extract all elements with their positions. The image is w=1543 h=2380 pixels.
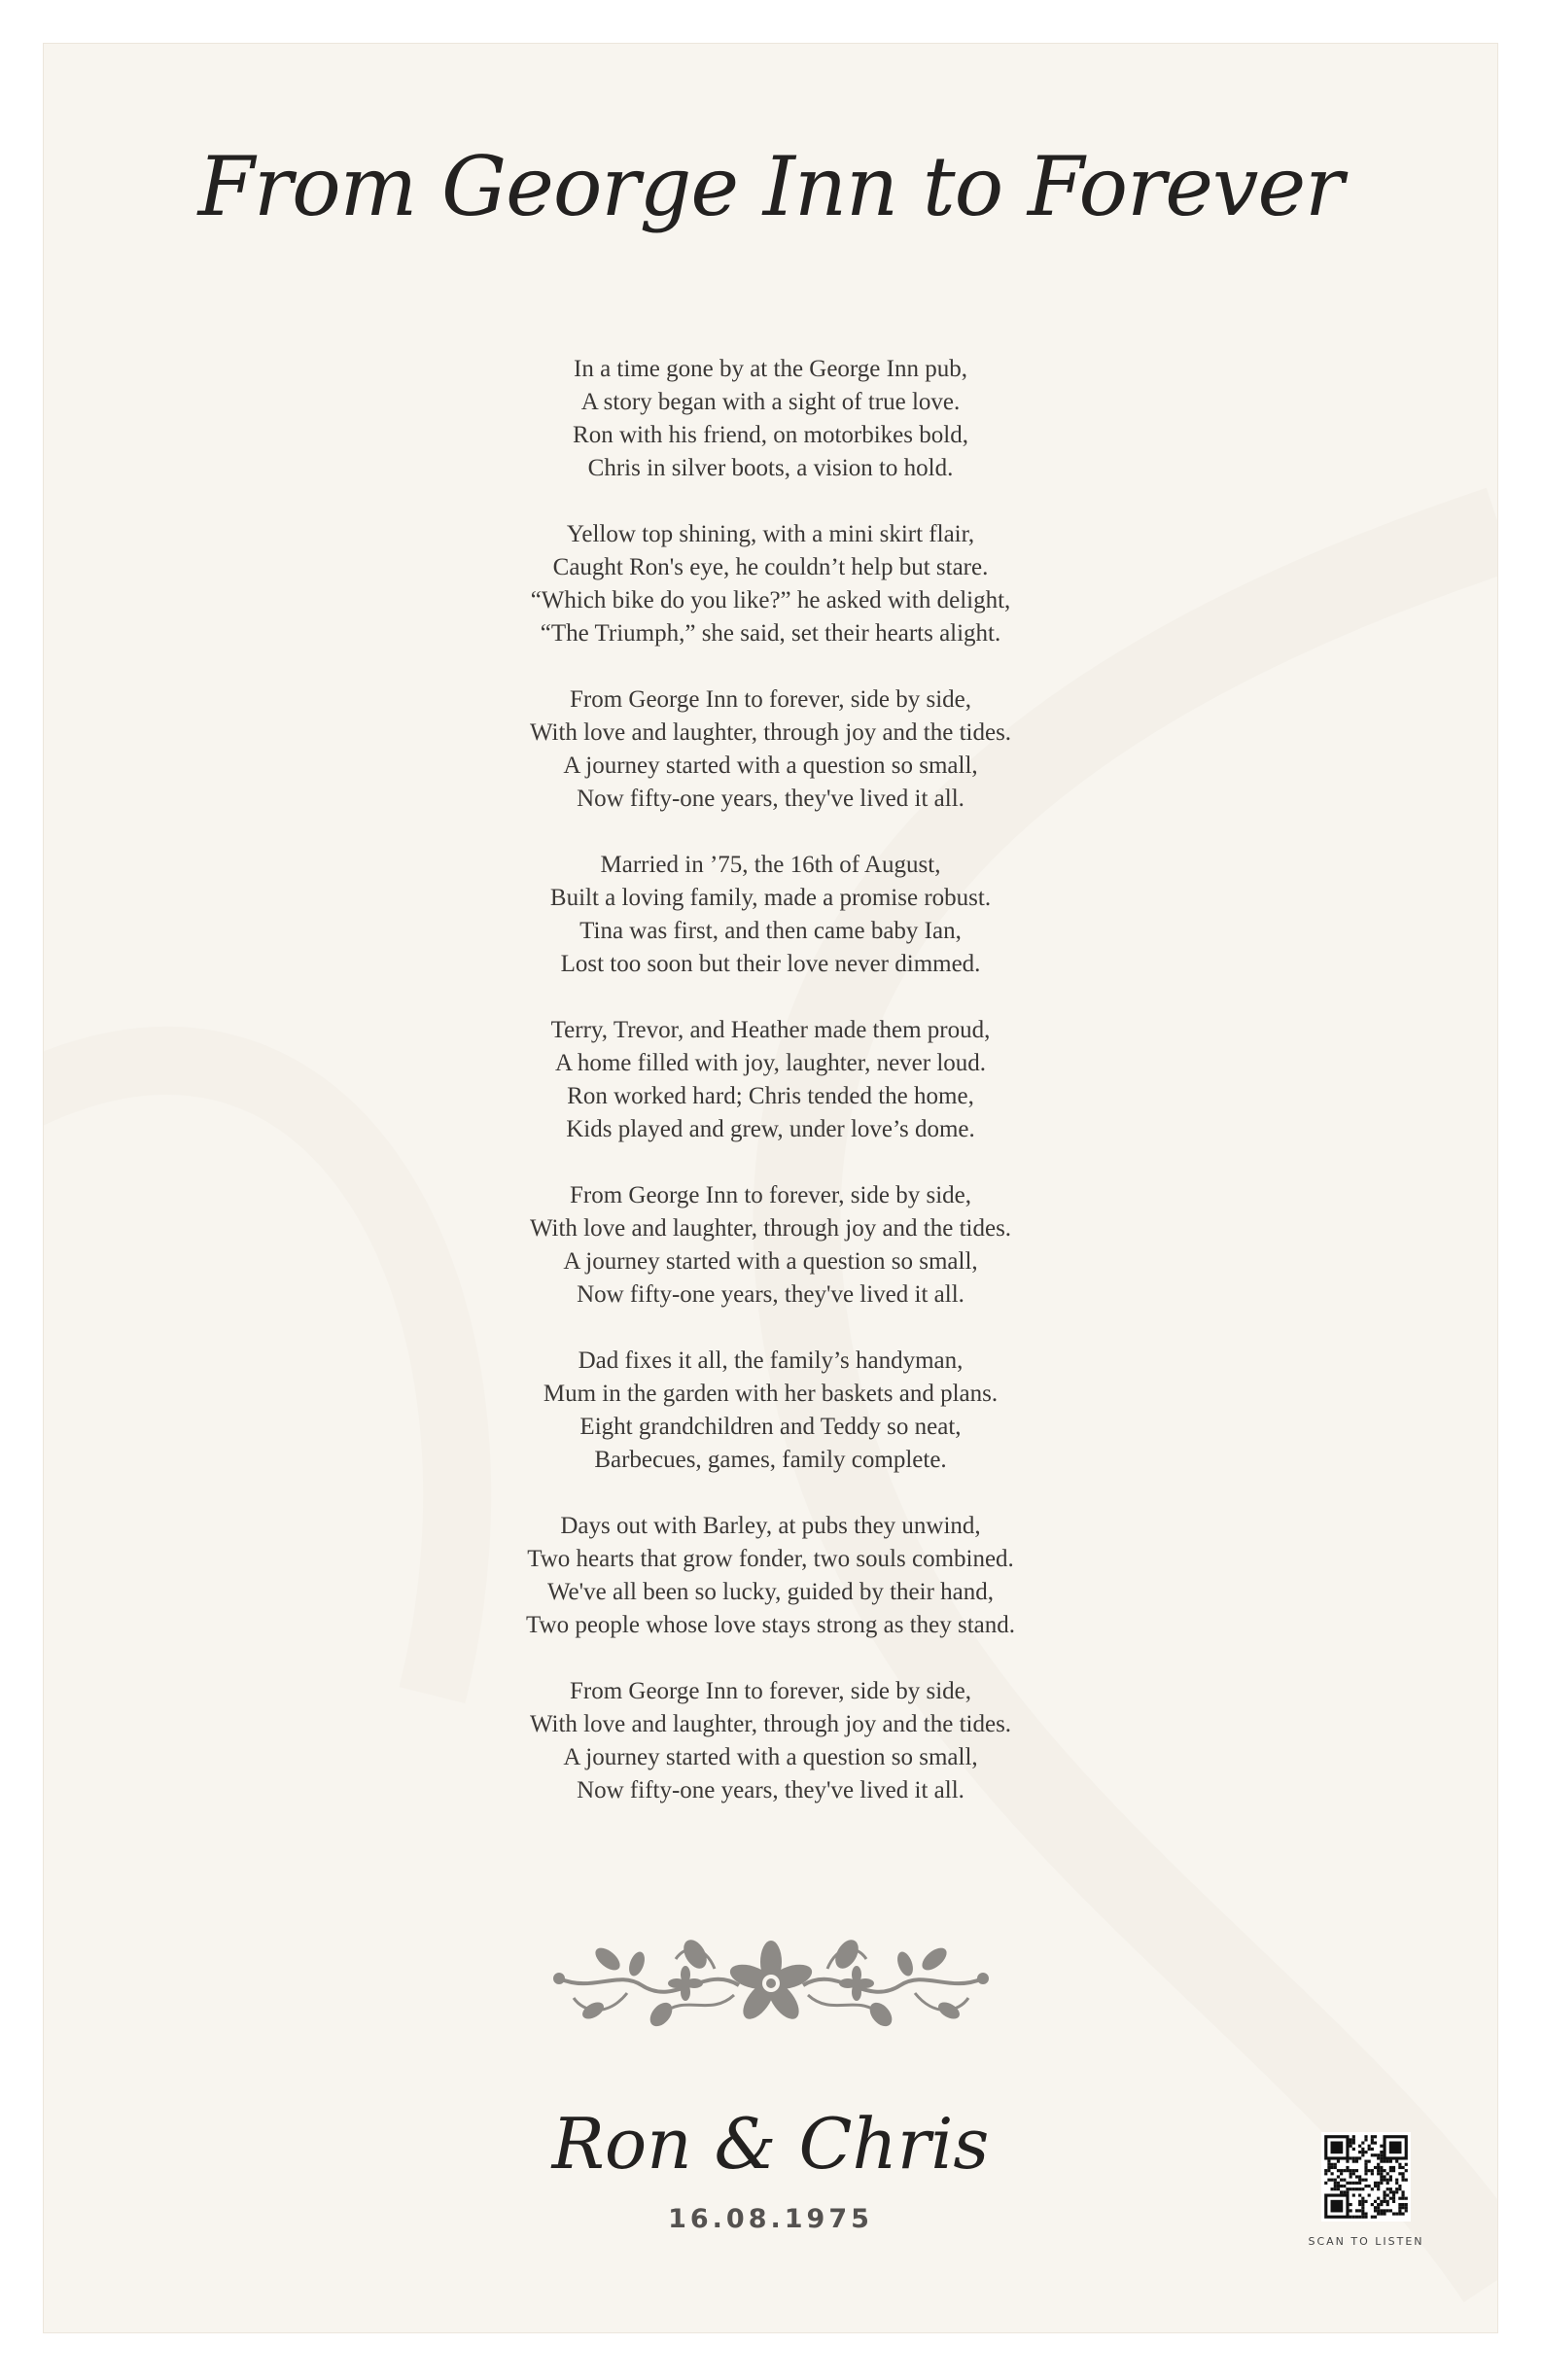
poem-print bbox=[43, 43, 1498, 2333]
poem-stanza bbox=[44, 683, 1497, 816]
poem-line: Caught Ron's eye, he couldn’t help but stare. bbox=[552, 554, 989, 580]
poem-line: With love and laughter, through joy and the tides. bbox=[529, 719, 1012, 746]
poem-title: From George Inn to Forever bbox=[197, 139, 1344, 234]
poem-line: Kids played and grew, under love’s dome. bbox=[566, 1116, 975, 1142]
poem-line: A story began with a sight of true love. bbox=[580, 389, 961, 415]
poem-line: Eight grandchildren and Teddy so neat, bbox=[579, 1414, 962, 1440]
poem-line: Dad fixes it all, the family’s handyman, bbox=[578, 1348, 964, 1374]
poem-line: Now fifty-one years, they've lived it all. bbox=[577, 1281, 964, 1308]
poem-line: A journey started with a question so small, bbox=[563, 752, 978, 779]
poem-line: Yellow top shining, with a mini skirt flair, bbox=[566, 521, 975, 547]
poem-body bbox=[44, 353, 1497, 1840]
poem-stanza bbox=[44, 518, 1497, 650]
poem-line: Days out with Barley, at pubs they unwind, bbox=[560, 1513, 981, 1539]
poem-line: With love and laughter, through joy and the tides. bbox=[529, 1711, 1012, 1737]
poem-line: Built a loving family, made a promise robust. bbox=[549, 885, 992, 911]
poem-stanza bbox=[44, 353, 1497, 485]
poem-stanza bbox=[44, 1179, 1497, 1312]
poem-line: Terry, Trevor, and Heather made them proud, bbox=[550, 1017, 991, 1043]
poem-line: Married in ’75, the 16th of August, bbox=[600, 852, 941, 878]
poem-stanza bbox=[44, 1014, 1497, 1146]
poem-line: Two people whose love stays strong as they stand. bbox=[525, 1612, 1016, 1638]
wedding-date: 16.08.1975 bbox=[668, 2204, 873, 2234]
poem-line: In a time gone by at the George Inn pub, bbox=[574, 356, 967, 382]
poem-line: Mum in the garden with her baskets and plans. bbox=[543, 1381, 999, 1407]
poem-line: Lost too soon but their love never dimmed. bbox=[560, 951, 981, 977]
poem-line: “The Triumph,” she said, set their hearts alight. bbox=[540, 620, 1001, 647]
poem-line: With love and laughter, through joy and the tides. bbox=[529, 1215, 1012, 1242]
poem-stanza bbox=[44, 1345, 1497, 1477]
poem-line: We've all been so lucky, guided by their hand, bbox=[546, 1579, 995, 1605]
poem-stanza bbox=[44, 1510, 1497, 1642]
poem-line: From George Inn to forever, side by side, bbox=[569, 1678, 972, 1704]
poem-line: Ron worked hard; Chris tended the home, bbox=[567, 1083, 974, 1109]
poem-stanza bbox=[44, 849, 1497, 981]
poem-line: Ron with his friend, on motorbikes bold, bbox=[573, 422, 968, 448]
poem-line: From George Inn to forever, side by side, bbox=[569, 686, 972, 713]
poem-line: “Which bike do you like?” he asked with delight, bbox=[530, 587, 1011, 613]
floral-divider-icon bbox=[540, 1925, 1002, 2042]
poem-line: Now fifty-one years, they've lived it all. bbox=[577, 786, 964, 812]
poem-line: Chris in silver boots, a vision to hold. bbox=[587, 455, 954, 481]
poem-line: A home filled with joy, laughter, never loud. bbox=[554, 1050, 987, 1076]
poem-line: A journey started with a question so small, bbox=[563, 1248, 978, 1275]
poem-line: Two hearts that grow fonder, two souls combined. bbox=[527, 1546, 1014, 1572]
poem-line: Tina was first, and then came baby Ian, bbox=[579, 918, 962, 944]
poem-line: Now fifty-one years, they've lived it all. bbox=[577, 1777, 964, 1803]
poem-line: From George Inn to forever, side by side, bbox=[569, 1182, 972, 1208]
qr-code-icon[interactable] bbox=[1321, 2132, 1411, 2222]
couple-names: Ron & Chris bbox=[551, 2103, 990, 2185]
poem-stanza bbox=[44, 1675, 1497, 1807]
qr-label: SCAN TO LISTEN bbox=[1308, 2235, 1424, 2248]
poem-line: A journey started with a question so small, bbox=[563, 1744, 978, 1770]
qr-code-block[interactable] bbox=[1288, 2132, 1444, 2248]
poem-line: Barbecues, games, family complete. bbox=[594, 1447, 947, 1473]
